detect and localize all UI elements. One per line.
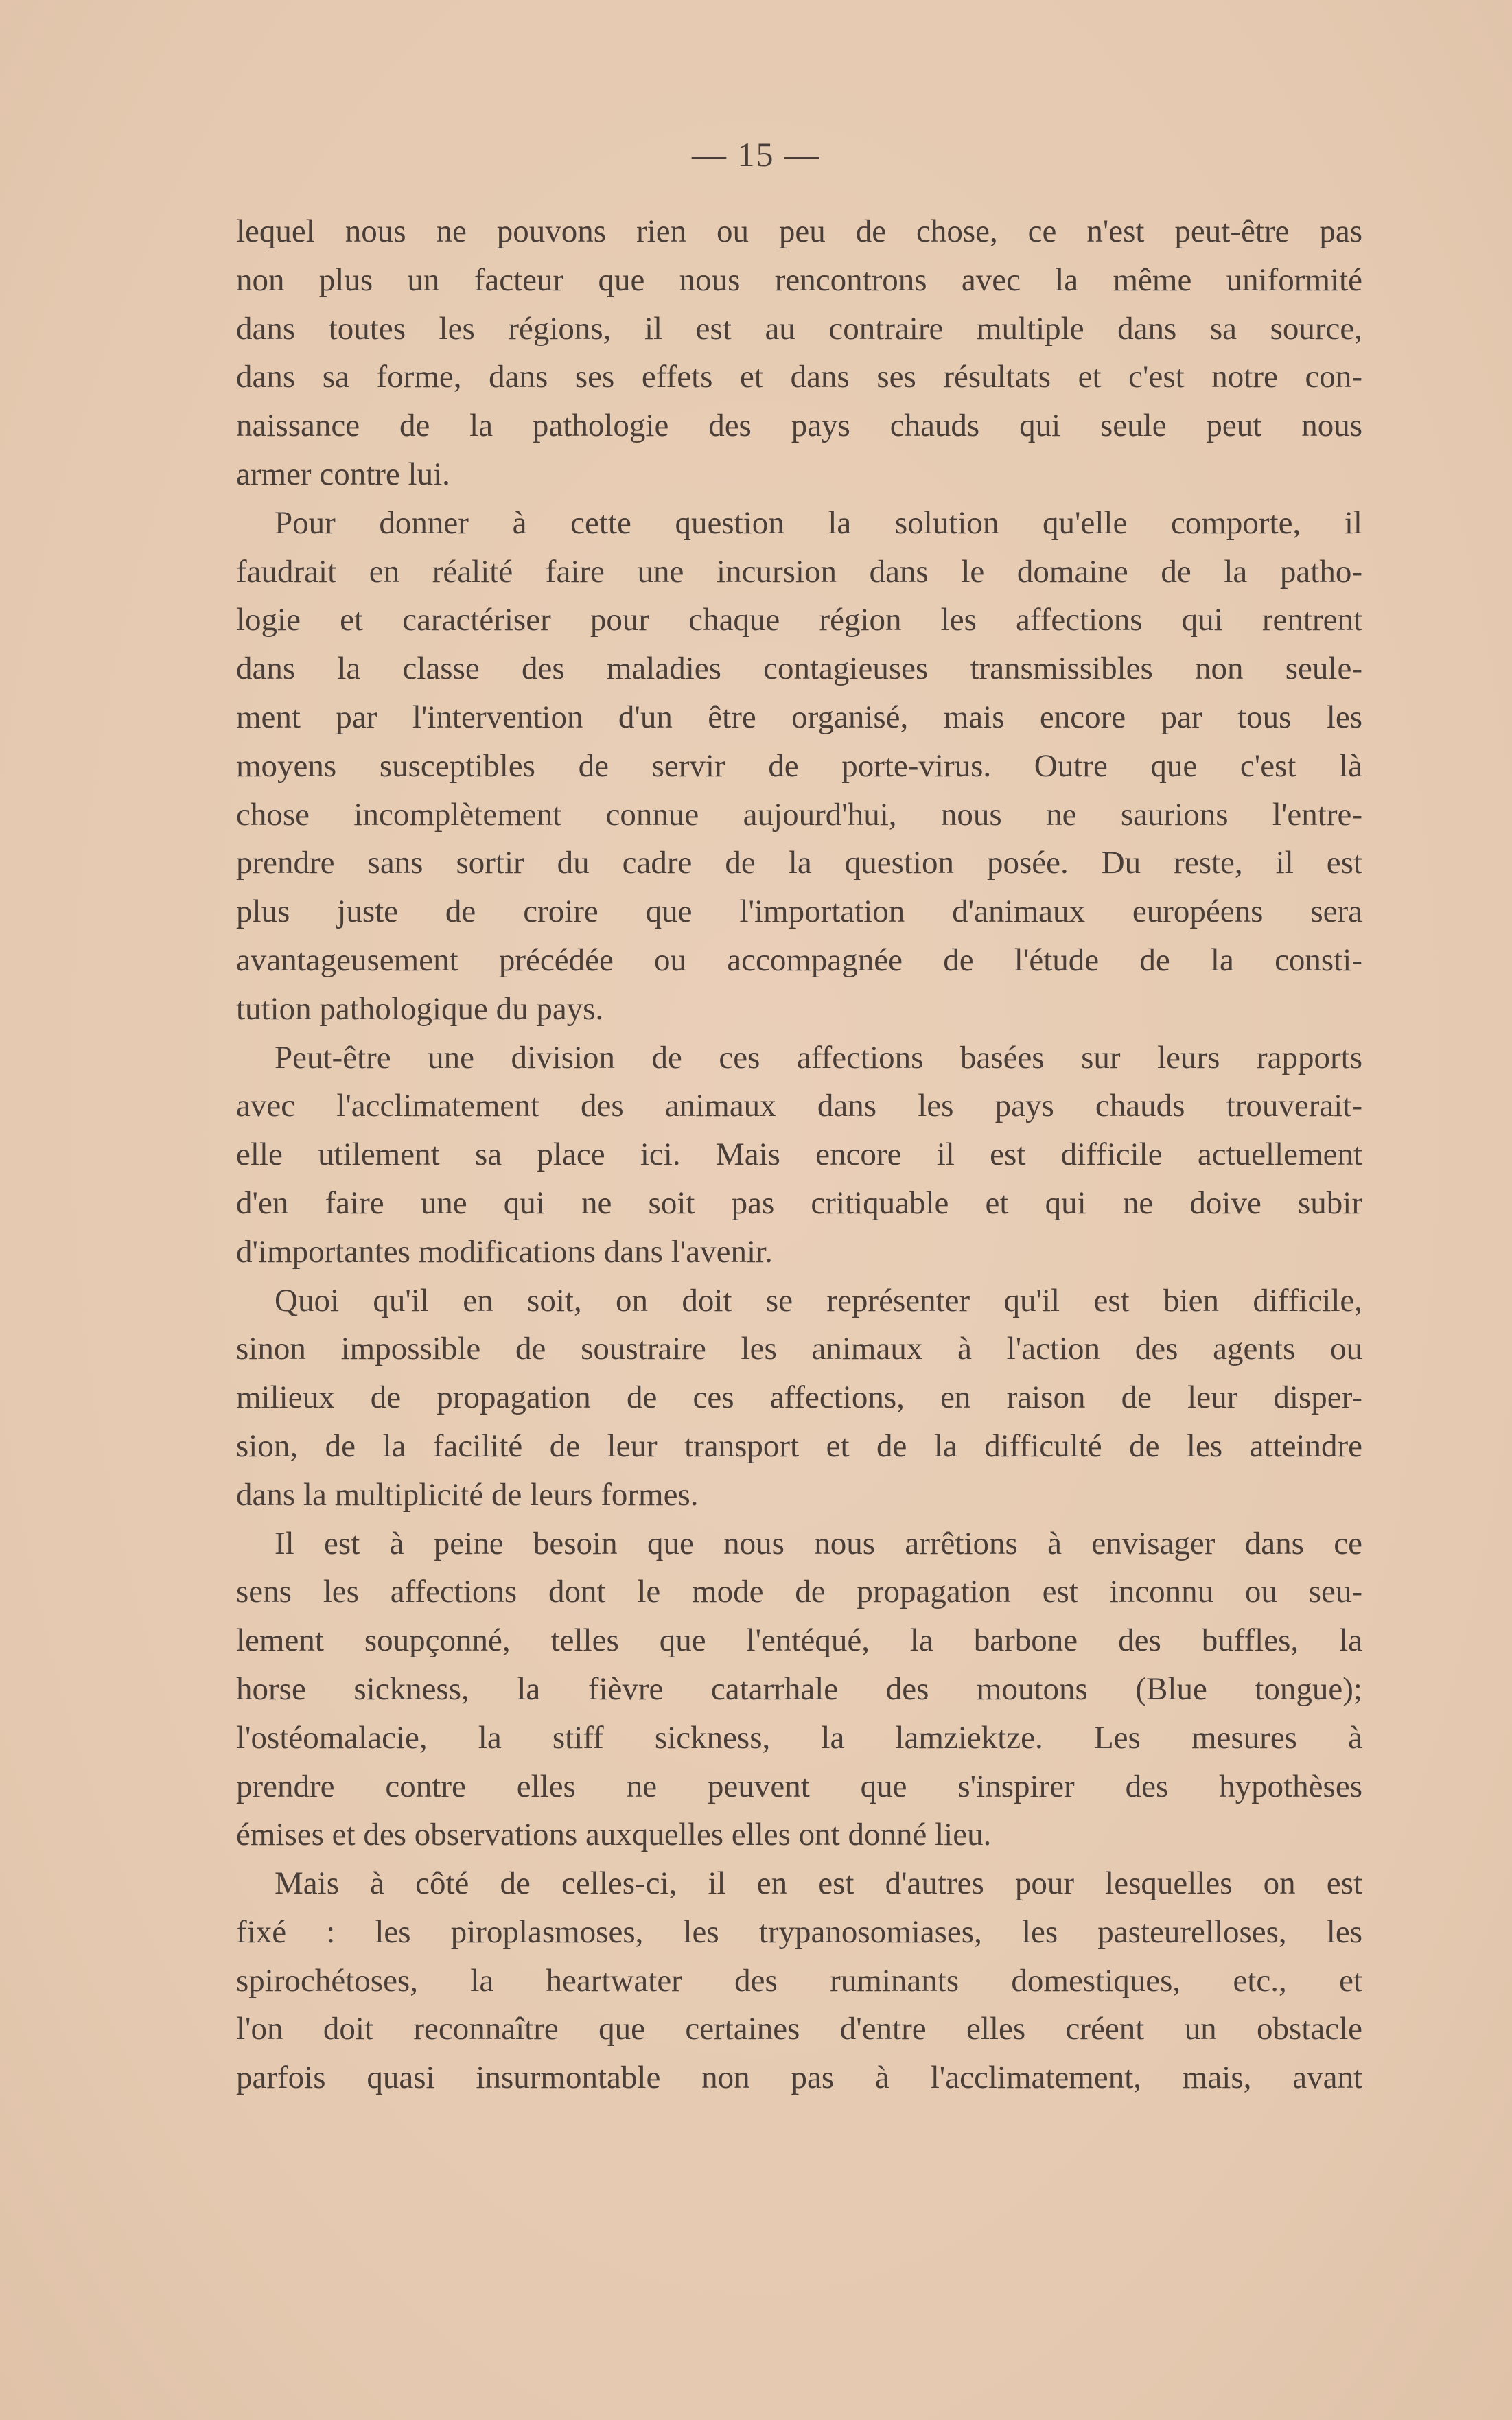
paragraph [236,1520,1362,1860]
text-line: dans la classe des maladies contagieuses transmissibles non seule- [236,651,1362,687]
text-line: Peut-être une division de ces affections basées sur leurs rapports [275,1039,1362,1075]
text-line: dans toutes les régions, il est au contraire multiple dans sa source, [236,310,1362,347]
text-line: parfois quasi insurmontable non pas à l'acclimatement, mais, avant [236,2060,1362,2096]
text-line: lement soupçonné, telles que l'entéqué, la barbone des buffles, la [236,1622,1362,1659]
text-line: dans la multiplicité de leurs formes. [236,1476,699,1513]
text-line: milieux de propagation de ces affections, en raison de leur disper- [236,1380,1362,1416]
text-line: logie et caractériser pour chaque région les affections qui rentrent [236,602,1362,638]
text-line: naissance de la pathologie des pays chauds qui seule peut nous [236,408,1362,444]
paragraph [236,1277,1362,1520]
text-line: tution pathologique du pays. [236,990,604,1027]
text-line: Quoi qu'il en soit, on doit se représenter qu'il est bien difficile, [275,1282,1362,1318]
text-line: sens les affections dont le mode de propagation est inconnu ou seu- [236,1574,1362,1610]
text-line: avec l'acclimatement des animaux dans les pays chauds trouverait- [236,1088,1362,1124]
text-line: elle utilement sa place ici. Mais encore il est difficile actuellement [236,1137,1362,1173]
text-line: avantageusement précédée ou accompagnée de l'étude de la consti- [236,942,1362,978]
text-line: lequel nous ne pouvons rien ou peu de chose, ce n'est peut-être pas [236,213,1362,249]
text-line: Pour donner à cette question la solution qu'elle comporte, il [275,504,1362,541]
page-number: — 15 — [692,135,820,174]
text-line: sion, de la facilité de leur transport et de la difficulté de les atteindre [236,1428,1362,1464]
text-line: ment par l'intervention d'un être organisé, mais encore par tous les [236,699,1362,735]
paragraph [236,207,1362,499]
text-line: d'en faire une qui ne soit pas critiquable et qui ne doive subir [236,1185,1362,1221]
text-line: Il est à peine besoin que nous nous arrêtions à envisager dans ce [275,1525,1362,1561]
text-line: plus juste de croire que l'importation d'animaux européens sera [236,894,1362,930]
text-line: non plus un facteur que nous rencontrons avec la même uniformité [236,261,1362,298]
text-line: émises et des observations auxquelles elles ont donné lieu. [236,1817,992,1853]
text-line: prendre sans sortir du cadre de la question posée. Du reste, il est [236,845,1362,881]
text-line: dans sa forme, dans ses effets et dans ses résultats et c'est notre con- [236,359,1362,395]
text-line: spirochétoses, la heartwater des ruminants domestiques, etc., et [236,1962,1362,1999]
text-line: armer contre lui. [236,456,450,492]
text-line: l'ostéomalacie, la stiff sickness, la lamziektze. Les mesures à [236,1719,1362,1756]
paragraph [236,1859,1362,2102]
text-line: horse sickness, la fièvre catarrhale des moutons (Blue tongue); [236,1671,1362,1707]
text-line: faudrait en réalité faire une incursion dans le domaine de la patho- [236,553,1362,590]
text-line: l'on doit reconnaître que certaines d'entre elles créent un obstacle [236,2011,1362,2047]
text-line: fixé : les piroplasmoses, les trypanosomiases, les pasteurelloses, les [236,1913,1362,1950]
text-line: chose incomplètement connue aujourd'hui, nous ne saurions l'entre- [236,796,1362,833]
text-line: Mais à côté de celles-ci, il en est d'autres pour lesquelles on est [275,1865,1362,1902]
text-line: d'importantes modifications dans l'avenir. [236,1233,773,1270]
paragraph [236,499,1362,1034]
paragraph [236,1034,1362,1277]
text-line: sinon impossible de soustraire les animaux à l'action des agents ou [236,1331,1362,1367]
body-text [236,207,1362,2102]
text-line: moyens susceptibles de servir de porte-virus. Outre que c'est là [236,747,1362,784]
text-line: prendre contre elles ne peuvent que s'inspirer des hypothèses [236,1768,1362,1804]
